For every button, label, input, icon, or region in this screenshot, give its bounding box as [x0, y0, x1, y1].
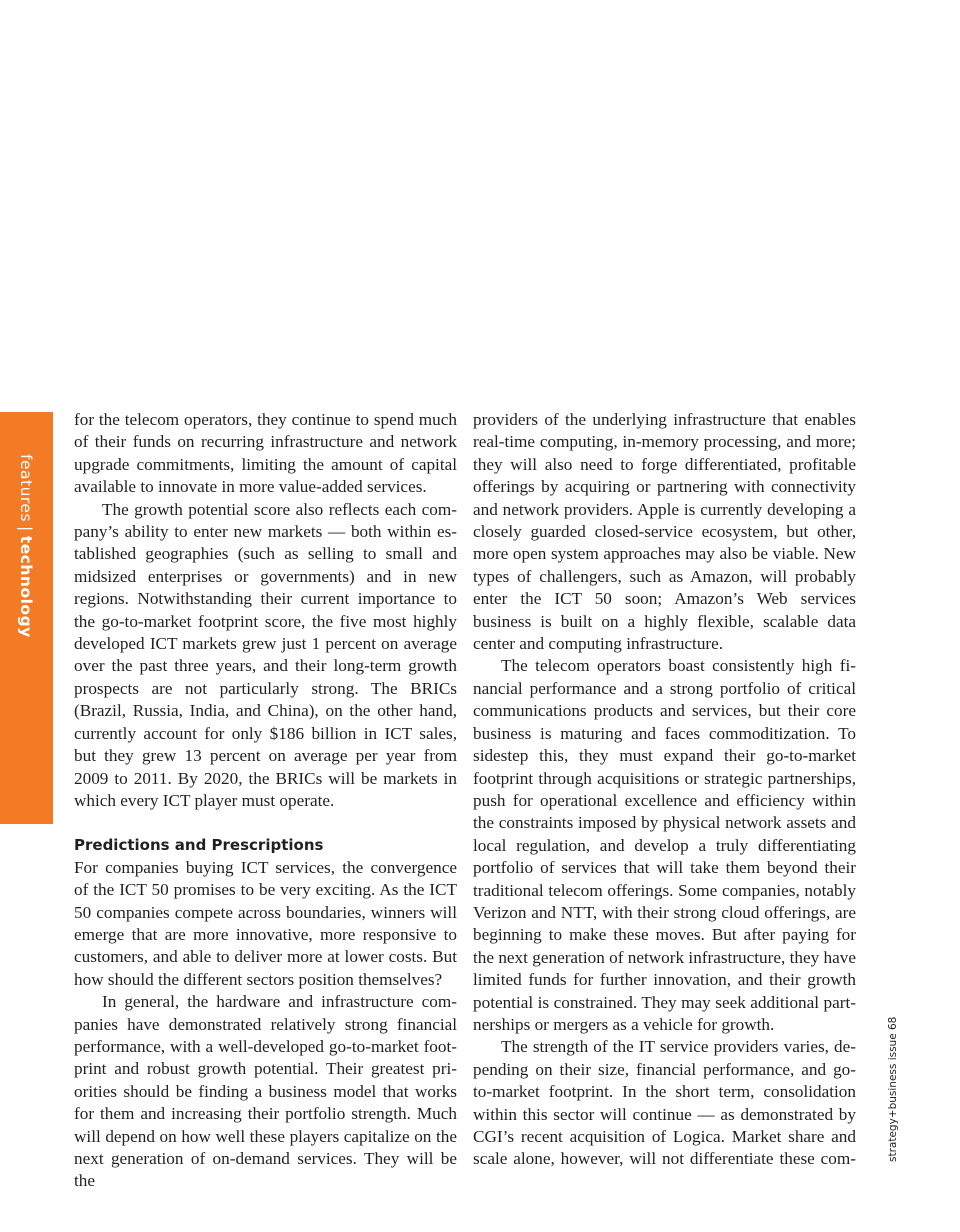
body-paragraph: In general, the hardware and infrastructure companies have demonstrated relatively strong financial performance, with a well-developed go-to-market footprint and robust growth potential. Their greatest priorities should be finding a business model that works for them and increasing their portfolio strength. Much will depend on how well these players capitalize on the next generation of on-demand services. They will be the — [74, 992, 457, 1191]
page-number: 62 — [16, 1193, 37, 1209]
publication-footer: strategy+business issue 68 — [887, 1016, 899, 1162]
section-label-category: features — [17, 454, 36, 523]
body-paragraph: For companies buying ICT services, the convergence of the ICT 50 promises to be very exciting. As the ICT 50 companies compete across boundaries, winners will emerge that are more innovative, more responsive to customers, and able to deliver more at lower costs. But how should the different sectors position themselves? — [74, 857, 457, 989]
body-paragraph: The telecom operators boast consistently high financial performance and a strong portfolio of critical communications products and services, but their core business is maturing and faces commoditization. To sidestep this, they must expand their go-to-market footprint through acquisitions or strategic partnerships, push for operational excellence and efficiency within the constraints imposed by physical network assets and local regulation, and develop a truly differentiating portfolio of services that will take them beyond their traditional telecom offerings. Some companies, notably Verizon and NTT, with their strong cloud offerings, are beginning to make these moves. But after paying for the next generation of network infrastructure, they have limited funds for further innovation, and their growth potential is constrained. They may seek additional partnerships or mergers as a vehicle for growth. — [473, 656, 856, 1034]
section-spacer — [74, 812, 457, 834]
section-label — [0, 412, 53, 824]
body-paragraph: providers of the underlying infrastructure that enables real-time computing, in-memory processing, and more; they will also need to forge differentiated, profitable offerings by acquiring or partnering with connectivity and network providers. Apple is currently developing a closely guarded closed-service ecosystem, but other, more open system approaches may also be viable. New types of challengers, such as Amazon, will probably enter the ICT 50 soon; Amazon’s Web services business is built on a highly flexible, scalable data center and computing infrastructure. — [473, 410, 856, 654]
body-paragraph: The strength of the IT service providers varies, depending on their size, financial performance, and go-to-market footprint. In the short term, consolidation within this sector will continue — as demonstrated by CGI’s recent acquisition of Logica. Market share and scale alone, however, will not differentiate these com- — [473, 1037, 856, 1169]
section-side-tab — [0, 412, 53, 1209]
section-heading: Predictions and Prescriptions — [74, 836, 324, 855]
body-paragraph: for the telecom operators, they continue to spend much of their funds on recurring infrastructure and network upgrade commitments, limiting the amount of capital available to innovate in more value-added services. — [74, 410, 457, 497]
left-column — [74, 409, 457, 1193]
right-column — [473, 409, 856, 1171]
section-label-topic: technology — [17, 535, 36, 638]
section-label-separator: | — [17, 526, 36, 532]
body-paragraph: The growth potential score also reflects each company’s ability to enter new markets — both within established geographies (such as selling to small and midsized enterprises or governments) and in new regions. Notwithstanding their current importance to the go-to-market footprint score, the five most highly developed ICT markets grew just 1 percent on average over the past three years, and their long-term growth prospects are not particularly strong. The BRICs (Brazil, Russia, India, and China), on the other hand, currently account for only $186 billion in ICT sales, but they grew 13 percent on average per year from 2009 to 2011. By 2020, the BRICs will be markets in which every ICT player must operate. — [74, 499, 457, 810]
